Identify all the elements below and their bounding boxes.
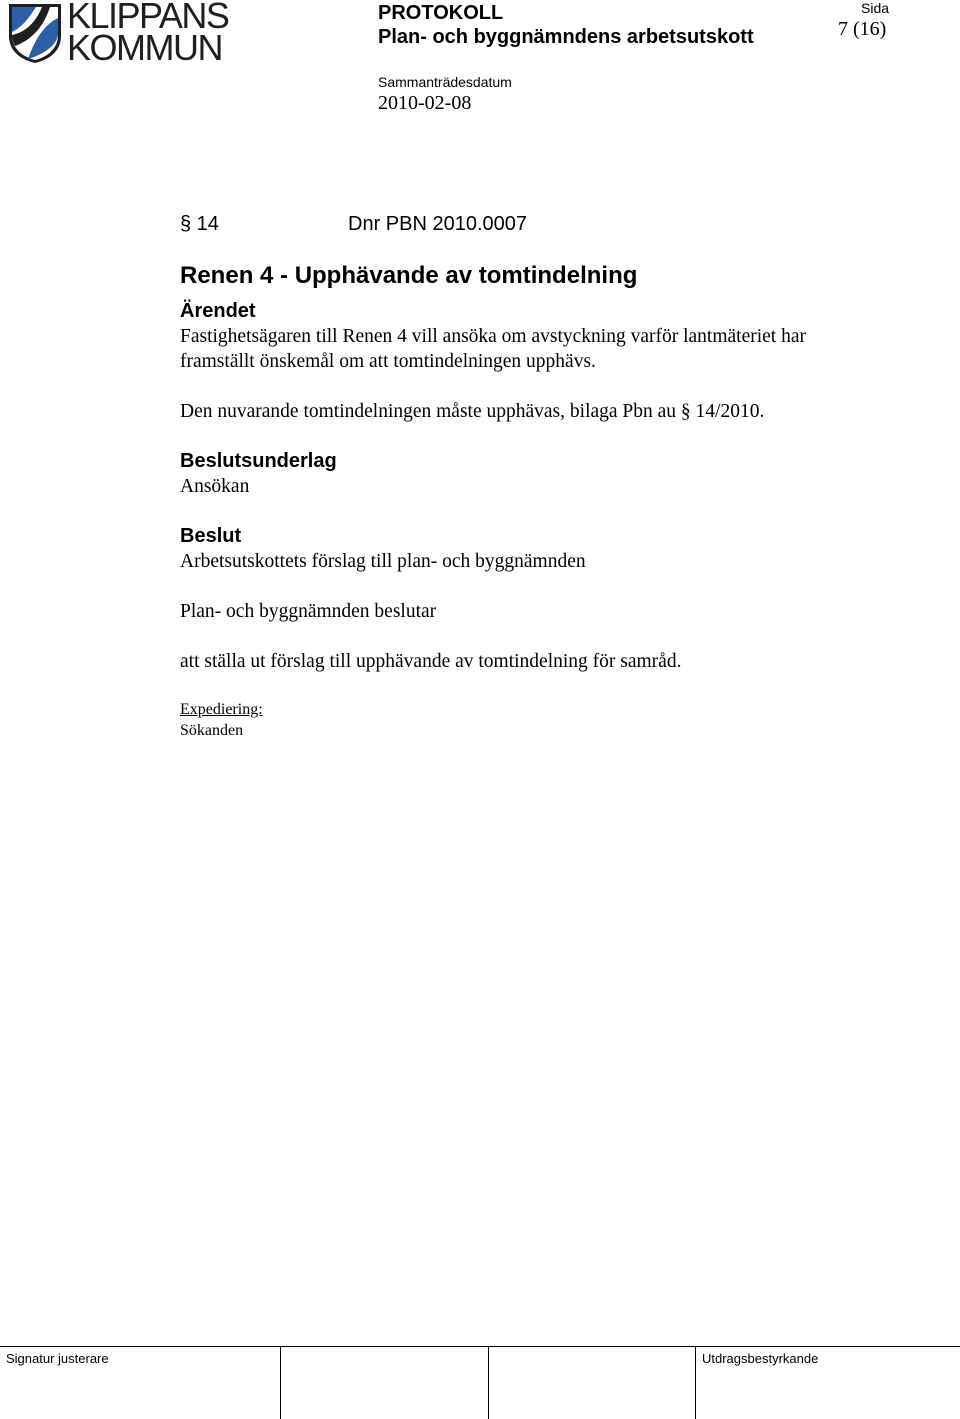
extract-cell	[695, 1347, 960, 1419]
coat-of-arms-icon	[6, 2, 64, 64]
klippans-kommun-logo	[6, 0, 229, 68]
expediering-title: Expediering:	[180, 701, 263, 718]
diary-number: Dnr PBN 2010.0007	[348, 213, 528, 235]
page-label: Sida	[861, 0, 890, 16]
signature-cell-2	[280, 1347, 488, 1419]
arendet-line-2: framställt önskemål om att tomtindelningen upphävs.	[180, 351, 596, 372]
signature-cell-1	[0, 1347, 280, 1419]
committee-name: Plan- och byggnämndens arbetsutskott	[378, 26, 754, 48]
section-title-beslutsunderlag: Beslutsunderlag	[180, 450, 337, 472]
page-number: 7 (16)	[838, 18, 887, 40]
logo-wordmark	[67, 0, 229, 68]
item-header	[180, 210, 900, 238]
meeting-date: 2010-02-08	[378, 92, 472, 114]
logo-line-2: KOMMUN	[67, 27, 222, 68]
document-type: PROTOKOLL	[378, 2, 504, 24]
beslutsunderlag-text: Ansökan	[180, 476, 250, 497]
arendet-paragraph-2: Den nuvarande tomtindelningen måste upphävas, bilaga Pbn au § 14/2010.	[180, 401, 765, 422]
extract-label: Utdragsbestyrkande	[702, 1351, 819, 1366]
arendet-line-1: Fastighetsägaren till Renen 4 vill ansöka om avstyckning varför lantmäteriet har	[180, 326, 806, 347]
beslut-text-1: Arbetsutskottets förslag till plan- och byggnämnden	[180, 551, 586, 572]
signature-cell-3	[488, 1347, 696, 1419]
section-title-arendet: Ärendet	[180, 300, 256, 322]
beslut-text-3: att ställa ut förslag till upphävande av tomtindelning för samråd.	[180, 651, 682, 672]
beslut-text-2: Plan- och byggnämnden beslutar	[180, 601, 437, 622]
section-title-beslut: Beslut	[180, 525, 242, 547]
meeting-date-label: Sammanträdesdatum	[378, 74, 512, 90]
expediering-text: Sökanden	[180, 722, 244, 739]
protocol-item	[180, 210, 900, 741]
paragraph-number: § 14	[180, 213, 219, 235]
logo-line-1: KLIPPANS	[67, 0, 229, 36]
footer-signature-table	[0, 1346, 960, 1419]
signature-label: Signatur justerare	[6, 1351, 109, 1366]
item-title: Renen 4 - Upphävande av tomtindelning	[180, 262, 638, 289]
